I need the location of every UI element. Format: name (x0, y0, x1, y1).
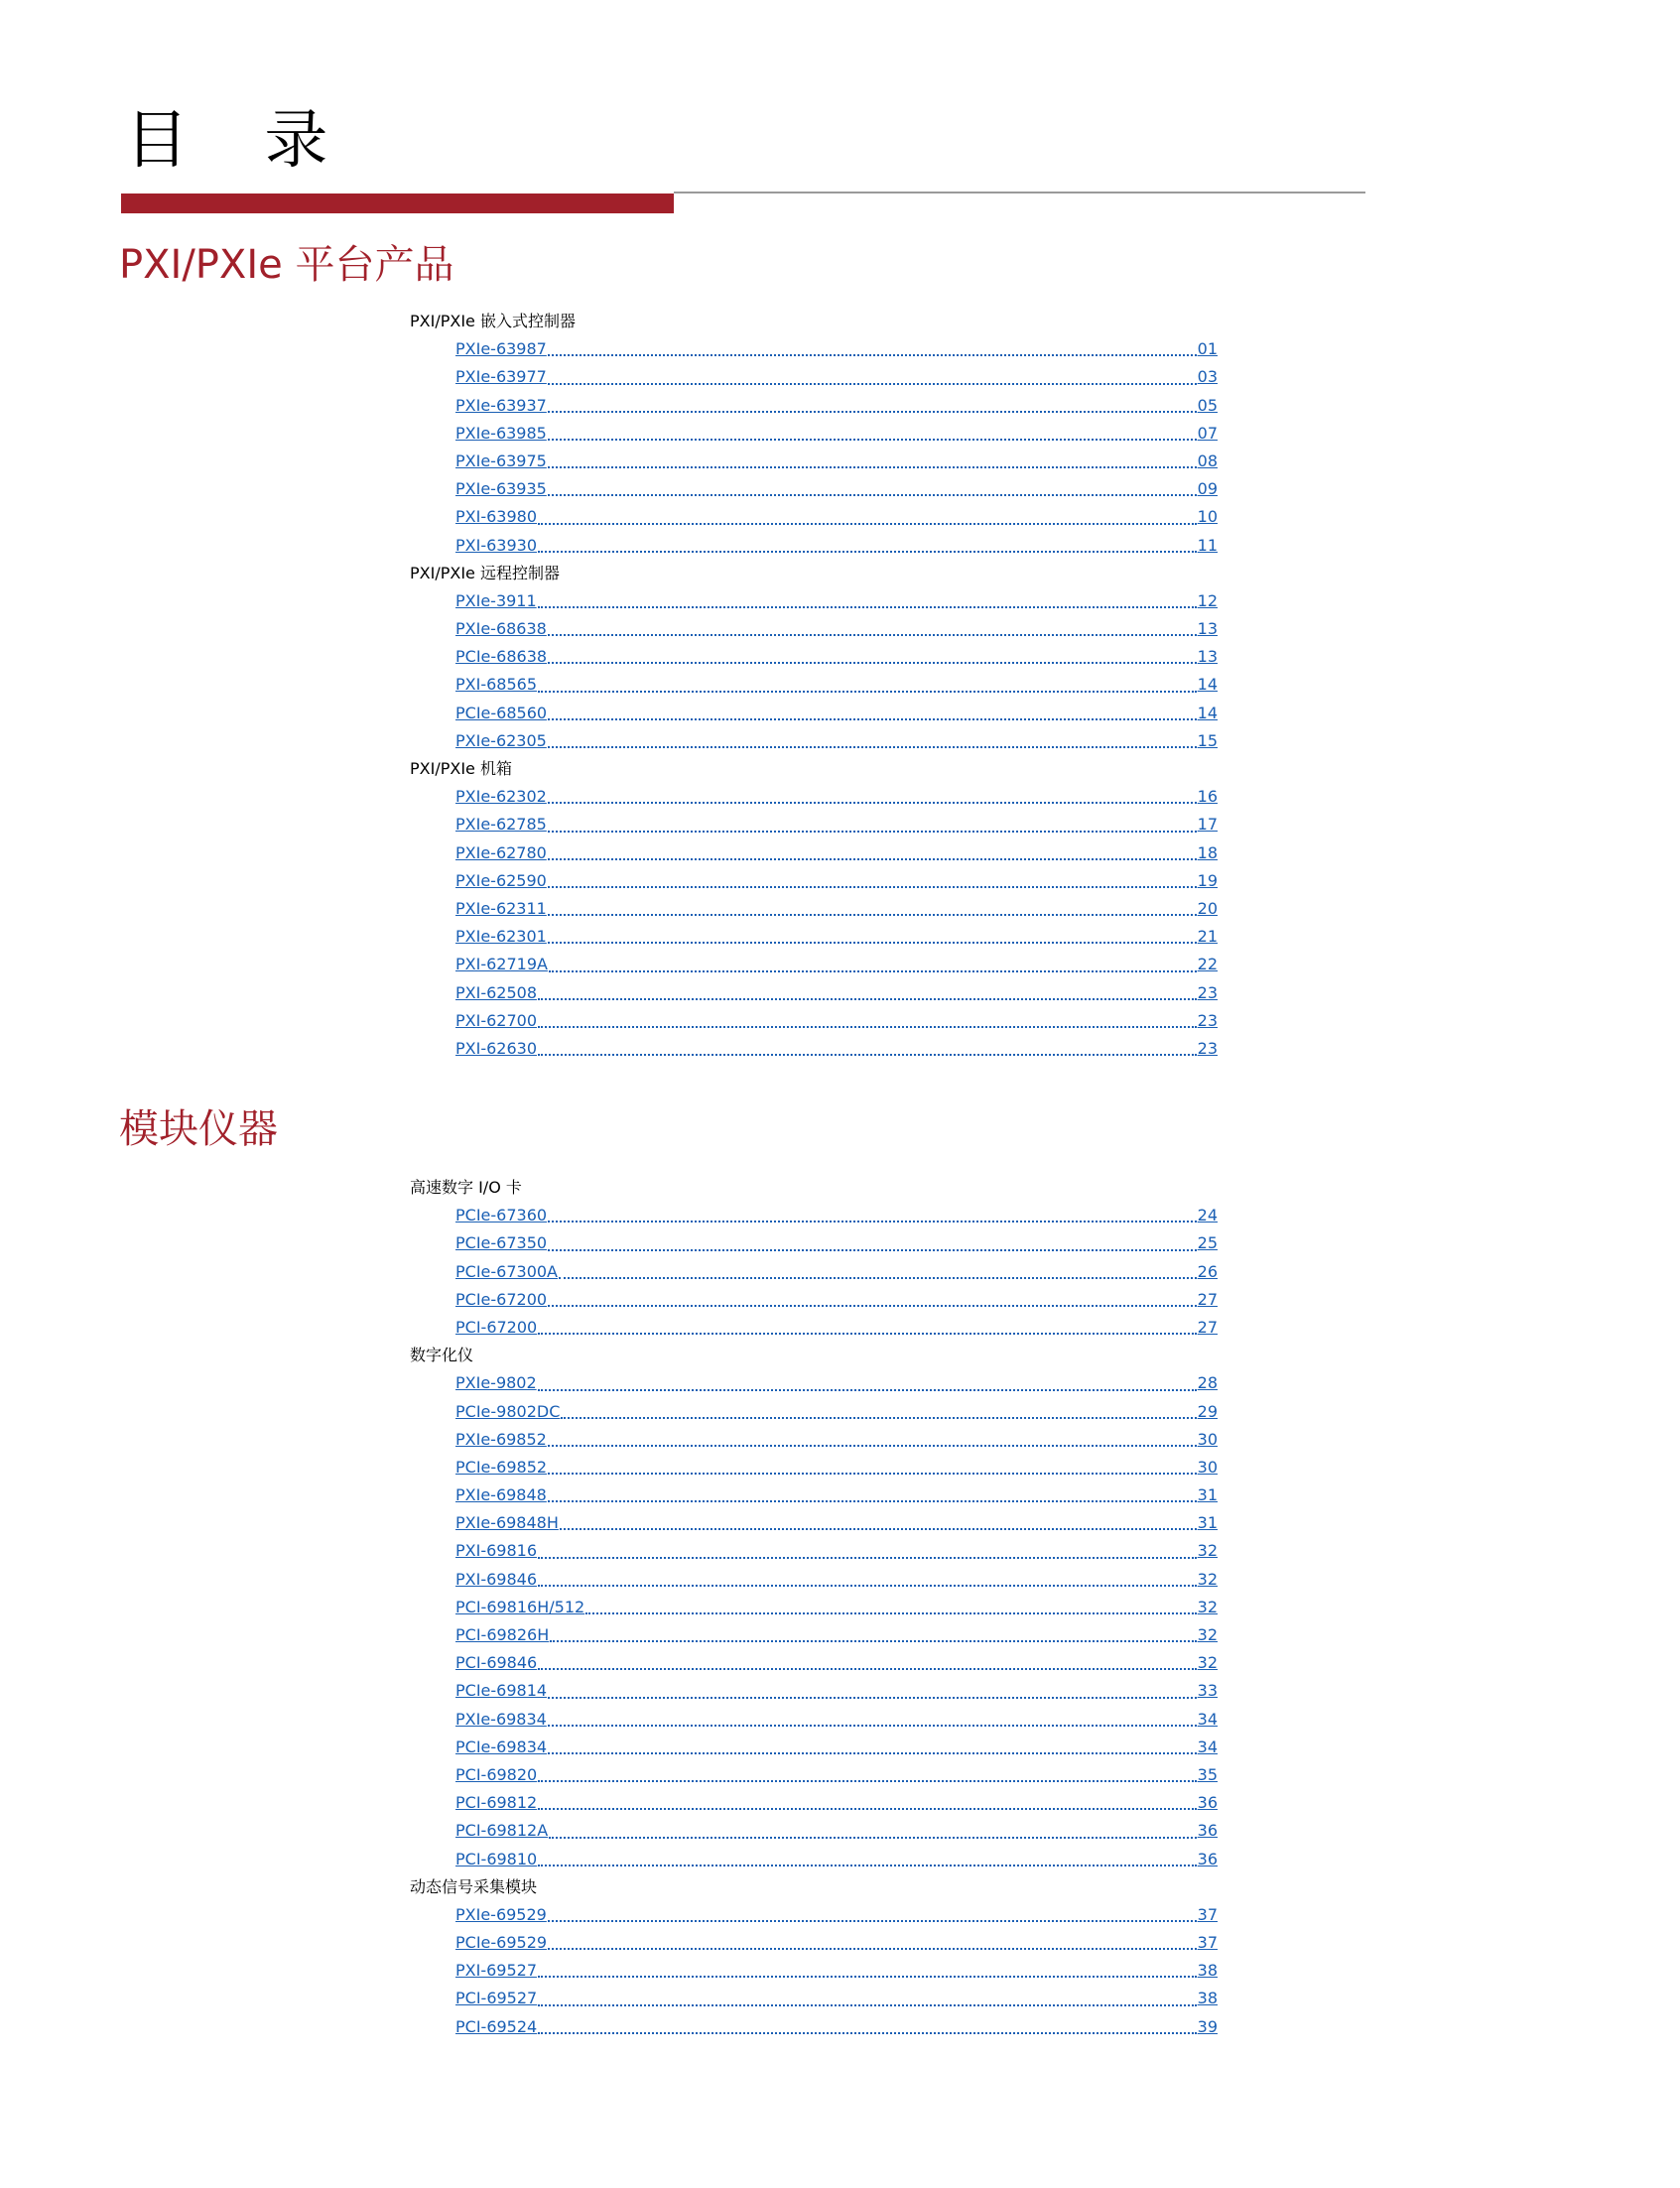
toc-section-pxi (410, 308, 1218, 1063)
toc-entry-name: PCIe-9802DC (455, 1401, 561, 1421)
toc-entry-name: PXIe-62785 (455, 815, 547, 835)
toc-entry-link[interactable] (455, 727, 1218, 755)
toc-entry-page-number: 20 (1197, 898, 1218, 918)
toc-entry-name: PXI-69846 (455, 1569, 537, 1589)
toc-entry-page-number: 26 (1197, 1261, 1218, 1281)
toc-entry-page-number: 32 (1197, 1597, 1218, 1616)
toc-entry-page-number: 24 (1197, 1206, 1218, 1225)
toc-entry-link[interactable] (455, 420, 1218, 448)
toc-entry-link[interactable] (455, 1202, 1218, 1229)
toc-entry-name: PCIe-68638 (455, 647, 548, 667)
toc-entry-page-number: 36 (1197, 1821, 1218, 1841)
dot-leader (538, 1557, 1197, 1559)
toc-entry-page-number: 34 (1197, 1737, 1218, 1756)
toc-entry-name: PXIe-63937 (455, 395, 547, 415)
toc-entry-page-number: 18 (1197, 842, 1218, 862)
toc-entry-name: PCIe-69852 (455, 1457, 548, 1477)
toc-entry-link[interactable] (455, 1537, 1218, 1565)
toc-entry-name: PXIe-62301 (455, 927, 547, 947)
dot-leader (548, 466, 1197, 468)
toc-entry-page-number: 37 (1197, 1933, 1218, 1953)
toc-entry-page-number: 13 (1197, 619, 1218, 639)
dot-leader (548, 1697, 1197, 1699)
toc-entry-link[interactable] (455, 335, 1218, 363)
toc-entry-page-number: 22 (1197, 955, 1218, 974)
toc-entry-link[interactable] (455, 615, 1218, 643)
toc-entry-link[interactable] (455, 1761, 1218, 1789)
toc-entry-link[interactable] (455, 587, 1218, 615)
toc-entry-page-number: 37 (1197, 1904, 1218, 1924)
toc-entry-page-number: 25 (1197, 1233, 1218, 1253)
toc-entry-name: PCIe-67300A (455, 1261, 558, 1281)
dot-leader (585, 1612, 1196, 1614)
toc-entry-link[interactable] (455, 1677, 1218, 1705)
toc-entry-link[interactable] (455, 1286, 1218, 1314)
toc-entry-name: PCI-69524 (455, 2016, 538, 2036)
dot-leader (538, 1780, 1196, 1782)
toc-entry-link[interactable] (455, 783, 1218, 811)
toc-entry-link[interactable] (455, 2013, 1218, 2041)
toc-entry-link[interactable] (455, 1229, 1218, 1257)
page-title: 目 录 (125, 104, 356, 178)
toc-entry-name: PXI-63980 (455, 507, 537, 527)
toc-entry-link[interactable] (455, 1481, 1218, 1509)
dot-leader (548, 1948, 1197, 1950)
toc-category-heading: PXI/PXIe 嵌入式控制器 (410, 312, 576, 330)
dot-leader (548, 1473, 1197, 1475)
toc-entry-link[interactable] (455, 1985, 1218, 2012)
toc-entry-page-number: 08 (1197, 450, 1218, 470)
toc-entry-link[interactable] (455, 1621, 1218, 1649)
dot-leader (560, 1528, 1197, 1530)
toc-section-modules (410, 1174, 1218, 2041)
toc-entry-name: PCI-69527 (455, 1989, 538, 2008)
toc-entry-link[interactable] (455, 1454, 1218, 1481)
toc-entry-name: PCI-69816H/512 (455, 1597, 585, 1616)
dot-leader (559, 1277, 1197, 1279)
toc-entry-name: PXIe-68638 (455, 619, 547, 639)
toc-entry-page-number: 10 (1197, 507, 1218, 527)
toc-entry-name: PCI-69820 (455, 1764, 538, 1784)
dot-leader (548, 662, 1197, 664)
toc-entry-page-number: 27 (1197, 1289, 1218, 1309)
toc-entry-link[interactable] (455, 700, 1218, 727)
toc-entry-name: PXIe-62305 (455, 730, 547, 750)
toc-entry-link[interactable] (455, 1594, 1218, 1621)
section-heading-modules: 模块仪器 (119, 1106, 278, 1152)
toc-entry-name: PXI-62508 (455, 982, 537, 1002)
section-heading-pxi: PXI/PXIe 平台产品 (119, 242, 454, 288)
toc-entry-name: PCIe-69834 (455, 1737, 548, 1756)
toc-entry-link[interactable] (455, 1706, 1218, 1734)
toc-entry-page-number: 09 (1197, 479, 1218, 499)
dot-leader (548, 914, 1197, 916)
dot-leader (548, 858, 1197, 860)
toc-entry-link[interactable] (455, 1566, 1218, 1594)
toc-entry-name: PXIe-63977 (455, 367, 547, 387)
toc-category-heading: PXI/PXIe 机箱 (410, 759, 512, 778)
dot-leader (548, 411, 1197, 413)
toc-entry-name: PCIe-67360 (455, 1206, 548, 1225)
toc-entry-name: PCIe-69529 (455, 1933, 548, 1953)
toc-entry-page-number: 21 (1197, 927, 1218, 947)
dot-leader (538, 1054, 1197, 1056)
toc-entry-link[interactable] (455, 363, 1218, 391)
toc-entry-page-number: 31 (1197, 1513, 1218, 1533)
toc-entry-page-number: 31 (1197, 1485, 1218, 1505)
toc-entry-name: PXI-68565 (455, 675, 537, 695)
toc-category-heading: 动态信号采集模块 (410, 1876, 538, 1896)
dot-leader (538, 1668, 1196, 1670)
dot-leader (548, 1500, 1197, 1502)
toc-entry-page-number: 38 (1197, 1961, 1218, 1981)
dot-leader (538, 1585, 1197, 1587)
dot-leader (548, 1920, 1197, 1922)
toc-entry-link[interactable] (455, 671, 1218, 699)
toc-entry-name: PCIe-69814 (455, 1681, 548, 1701)
dot-leader (561, 1417, 1196, 1419)
toc-entry-link[interactable] (455, 1789, 1218, 1817)
toc-entry-name: PXI-69527 (455, 1961, 537, 1981)
toc-entry-name: PXIe-62311 (455, 898, 547, 918)
toc-entry-name: PXI-69816 (455, 1541, 537, 1561)
toc-entry-page-number: 23 (1197, 982, 1218, 1002)
toc-entry-link[interactable] (455, 643, 1218, 671)
toc-entry-page-number: 32 (1197, 1541, 1218, 1561)
dot-leader (538, 691, 1197, 693)
toc-entry-link[interactable] (455, 1426, 1218, 1454)
dot-leader (548, 1249, 1197, 1251)
toc-entry-page-number: 34 (1197, 1709, 1218, 1729)
toc-category-heading: PXI/PXIe 远程控制器 (410, 563, 560, 582)
toc-entry-link[interactable] (455, 1314, 1218, 1342)
toc-entry-page-number: 15 (1197, 730, 1218, 750)
toc-entry-name: PXI-62719A (455, 955, 548, 974)
toc-entry-page-number: 36 (1197, 1849, 1218, 1868)
title-rule-gray (674, 192, 1365, 193)
dot-leader (548, 1221, 1197, 1223)
dot-leader (548, 354, 1197, 356)
toc-entry-page-number: 14 (1197, 675, 1218, 695)
dot-leader (548, 1752, 1197, 1754)
toc-entry-name: PCI-69846 (455, 1653, 538, 1673)
toc-entry-page-number: 32 (1197, 1569, 1218, 1589)
toc-entry-page-number: 16 (1197, 787, 1218, 807)
toc-entry-link[interactable] (455, 1369, 1218, 1397)
dot-leader (548, 494, 1197, 496)
dot-leader (538, 1389, 1197, 1391)
dot-leader (550, 1640, 1196, 1642)
toc-entry-name: PXIe-63975 (455, 450, 547, 470)
toc-entry-link[interactable] (455, 1035, 1218, 1063)
toc-entry-page-number: 05 (1197, 395, 1218, 415)
toc-entry-page-number: 30 (1197, 1457, 1218, 1477)
dot-leader (549, 970, 1197, 972)
toc-entry-name: PXIe-62590 (455, 870, 547, 890)
toc-entry-page-number: 23 (1197, 1010, 1218, 1030)
toc-entry-link[interactable] (455, 1649, 1218, 1677)
toc-entry-name: PXIe-69848 (455, 1485, 547, 1505)
toc-entry-name: PCI-69812 (455, 1793, 538, 1813)
toc-entry-name: PXIe-63935 (455, 479, 547, 499)
toc-entry-name: PXIe-63987 (455, 339, 547, 359)
dot-leader (538, 2032, 1196, 2034)
toc-entry-page-number: 14 (1197, 703, 1218, 722)
toc-entry-page-number: 36 (1197, 1793, 1218, 1813)
toc-entry-page-number: 12 (1197, 590, 1218, 610)
toc-entry-page-number: 33 (1197, 1681, 1218, 1701)
toc-entry-page-number: 39 (1197, 2016, 1218, 2036)
toc-entry-page-number: 19 (1197, 870, 1218, 890)
dot-leader (538, 1976, 1197, 1978)
dot-leader (548, 634, 1197, 636)
toc-entry-page-number: 11 (1197, 535, 1218, 555)
dot-leader (548, 439, 1197, 441)
dot-leader (538, 523, 1197, 525)
toc-entry-name: PXIe-69529 (455, 1904, 547, 1924)
dot-leader (538, 1333, 1196, 1335)
toc-entry-page-number: 35 (1197, 1764, 1218, 1784)
dot-leader (548, 886, 1197, 888)
toc-category-heading: 数字化仪 (410, 1346, 474, 1365)
toc-entry-link[interactable] (455, 895, 1218, 923)
toc-entry-name: PCIe-67200 (455, 1289, 548, 1309)
dot-leader (538, 2004, 1196, 2006)
toc-entry-link[interactable] (455, 392, 1218, 420)
toc-entry-page-number: 29 (1197, 1401, 1218, 1421)
dot-leader (538, 1026, 1197, 1028)
toc-entry-link[interactable] (455, 1957, 1218, 1985)
toc-entry-link[interactable] (455, 867, 1218, 895)
dot-leader (548, 802, 1197, 804)
dot-leader (548, 383, 1197, 385)
toc-entry-name: PCI-67200 (455, 1317, 538, 1337)
title-rule-red (121, 193, 674, 213)
toc-entry-name: PXIe-69852 (455, 1429, 547, 1449)
toc-entry-name: PCIe-68560 (455, 703, 548, 722)
toc-entry-link[interactable] (455, 475, 1218, 503)
toc-entry-name: PXIe-9802 (455, 1373, 537, 1393)
toc-entry-link[interactable] (455, 1398, 1218, 1426)
toc-entry-page-number: 32 (1197, 1625, 1218, 1644)
dot-leader (548, 1305, 1197, 1307)
toc-category-heading: 高速数字 I/O 卡 (410, 1178, 522, 1197)
toc-entry-link[interactable] (455, 532, 1218, 560)
toc-entry-page-number: 27 (1197, 1317, 1218, 1337)
toc-entry-name: PXIe-62302 (455, 787, 547, 807)
toc-entry-link[interactable] (455, 1258, 1218, 1286)
toc-entry-page-number: 23 (1197, 1038, 1218, 1058)
toc-entry-link[interactable] (455, 503, 1218, 531)
toc-entry-name: PXI-63930 (455, 535, 537, 555)
dot-leader (538, 1865, 1196, 1866)
toc-entry-page-number: 17 (1197, 815, 1218, 835)
toc-entry-name: PXI-62630 (455, 1038, 537, 1058)
toc-entry-name: PXI-62700 (455, 1010, 537, 1030)
dot-leader (548, 831, 1197, 833)
toc-entry-link[interactable] (455, 1817, 1218, 1845)
toc-entry-page-number: 07 (1197, 423, 1218, 443)
toc-entry-link[interactable] (455, 951, 1218, 978)
toc-entry-page-number: 30 (1197, 1429, 1218, 1449)
toc-entry-link[interactable] (455, 923, 1218, 951)
dot-leader (548, 718, 1197, 720)
toc-entry-page-number: 38 (1197, 1989, 1218, 2008)
toc-entry-name: PXIe-69834 (455, 1709, 547, 1729)
dot-leader (548, 1725, 1197, 1727)
toc-entry-name: PXIe-69848H (455, 1513, 559, 1533)
toc-entry-link[interactable] (455, 979, 1218, 1007)
dot-leader (548, 746, 1197, 748)
dot-leader (538, 1808, 1196, 1810)
toc-entry-link[interactable] (455, 1846, 1218, 1873)
dot-leader (538, 551, 1197, 553)
toc-entry-name: PCI-69826H (455, 1625, 550, 1644)
toc-entry-name: PXIe-3911 (455, 590, 537, 610)
toc-entry-name: PXIe-63985 (455, 423, 547, 443)
dot-leader (548, 1445, 1197, 1447)
toc-entry-link[interactable] (455, 1901, 1218, 1929)
dot-leader (549, 1837, 1196, 1839)
toc-entry-link[interactable] (455, 839, 1218, 867)
toc-entry-page-number: 28 (1197, 1373, 1218, 1393)
dot-leader (538, 606, 1197, 608)
toc-entry-link[interactable] (455, 1929, 1218, 1957)
toc-entry-name: PXIe-62780 (455, 842, 547, 862)
toc-entry-name: PCI-69810 (455, 1849, 538, 1868)
toc-entry-page-number: 32 (1197, 1653, 1218, 1673)
toc-entry-link[interactable] (455, 1734, 1218, 1761)
toc-entry-name: PCIe-67350 (455, 1233, 548, 1253)
toc-entry-page-number: 13 (1197, 647, 1218, 667)
toc-entry-link[interactable] (455, 811, 1218, 838)
toc-entry-link[interactable] (455, 1007, 1218, 1035)
dot-leader (548, 942, 1197, 944)
toc-entry-link[interactable] (455, 1509, 1218, 1537)
toc-entry-page-number: 03 (1197, 367, 1218, 387)
toc-entry-name: PCI-69812A (455, 1821, 549, 1841)
toc-entry-page-number: 01 (1197, 339, 1218, 359)
dot-leader (538, 998, 1197, 1000)
toc-entry-link[interactable] (455, 448, 1218, 475)
